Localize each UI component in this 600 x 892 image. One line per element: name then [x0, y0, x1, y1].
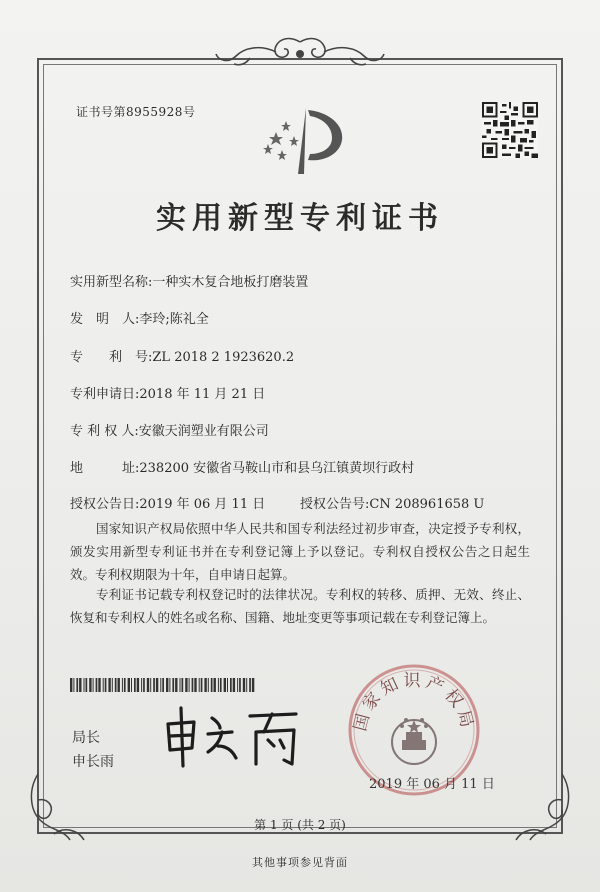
field-value: CN 208961658 U [369, 497, 485, 512]
field-patentee [70, 420, 269, 439]
seal-date: 2019 年 06 月 11 日 [369, 777, 495, 792]
field-label: 发 明 人: [70, 312, 140, 327]
field-patent-number [70, 346, 294, 365]
field-value: 2019 年 06 月 11 日 [139, 497, 266, 512]
field-value: 安徽天润塑业有限公司 [138, 424, 269, 439]
field-inventors [70, 308, 209, 327]
field-value: 一种实木复合地板打磨装置 [152, 275, 309, 290]
top-ornament [210, 34, 390, 74]
certificate-number: 证书号第8955928号 [76, 105, 196, 119]
legal-status-paragraph: 专利证书记载专利权登记时的法律状况。专利权的转移、质押、无效、终止、恢复和专利权人的姓名或名称、国籍、地址变更等事项记载在专利登记簿上。 [70, 586, 530, 625]
field-label: 专 利 号: [70, 350, 153, 365]
field-value: ZL 2018 2 1923620.2 [152, 350, 295, 365]
page-indicator: 第 1 页 (共 2 页) [254, 818, 346, 832]
field-address [70, 457, 414, 476]
field-filing-date [70, 383, 265, 402]
seal-text: 国家知识产权局 [350, 671, 478, 734]
handwritten-signature [160, 702, 310, 772]
certificate-title: 实用新型专利证书 [156, 201, 444, 236]
field-value: 2018 年 11 月 21 日 [139, 387, 266, 402]
signer-name: 申长雨 [72, 754, 114, 770]
field-label: 授权公告号: [300, 497, 370, 512]
field-label: 专 利 权 人: [70, 424, 139, 439]
field-grant-number [300, 493, 484, 512]
grant-paragraph: 国家知识产权局依照中华人民共和国专利法经过初步审查，决定授予专利权，颁发实用新型专利证书并在专利登记簿上予以登记。专利权自授权公告之日起生效。专利权期限为十年，自申请日起算。 [70, 520, 530, 582]
bottom-right-ornament [506, 770, 576, 850]
qr-code [482, 102, 538, 158]
field-utility-model-name [70, 271, 308, 290]
field-grant-date [70, 493, 265, 512]
signer-title: 局长 [72, 730, 100, 746]
field-label: 实用新型名称: [70, 275, 153, 290]
barcode [70, 678, 256, 692]
field-label: 地 址: [70, 461, 140, 476]
patent-office-emblem [258, 104, 350, 178]
field-value: 238200 安徽省马鞍山市和县乌江镇黄坝行政村 [139, 461, 415, 476]
field-value: 李玲;陈礼全 [139, 312, 209, 327]
field-label: 授权公告日: [70, 497, 140, 512]
field-label: 专利申请日: [70, 387, 140, 402]
back-note: 其他事项参见背面 [252, 856, 348, 869]
bottom-left-ornament [24, 770, 94, 850]
